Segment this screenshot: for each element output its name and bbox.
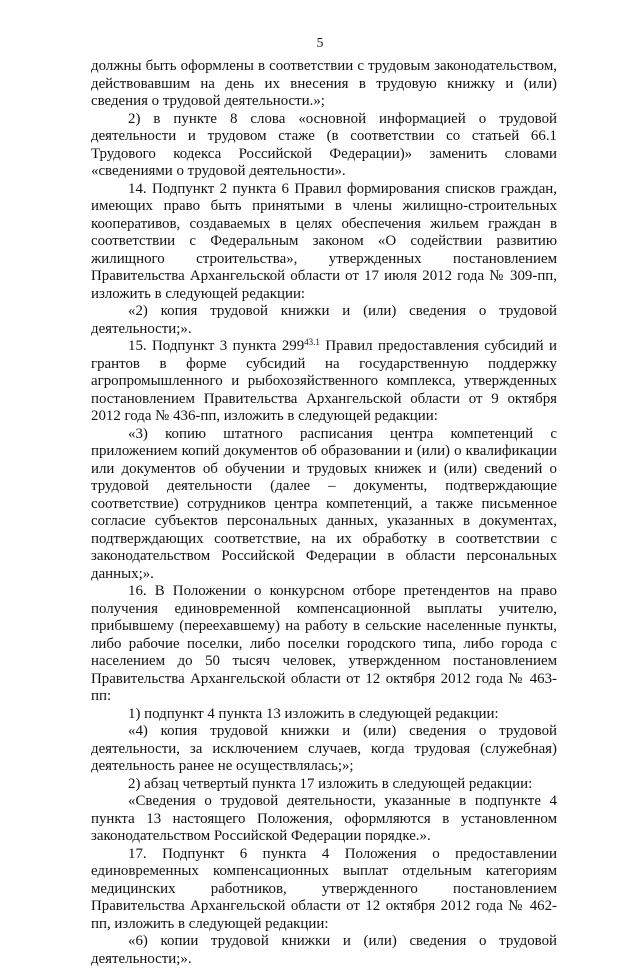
paragraph-continuation: должны быть оформлены в соответствии с трудовым законодательством, действовавшим на день их внесения в трудовую книжку и (или) сведения о трудовой деятельности.»; [91, 58, 557, 109]
section-15-lead: 15. Подпункт 3 пункта 299 [128, 338, 305, 354]
paragraph-item-2-paragraph-17: 2) абзац четвертый пункта 17 изложить в следующей редакции: [128, 775, 533, 792]
paragraph-quote-info: «Сведения о трудовой деятельности, указанные в подпункте 4 пункта 13 настоящего Положения, оформляются в установленном законодательством Российской Федерации порядке.». [91, 793, 557, 844]
document-body [91, 58, 557, 968]
paragraph-item-2: 2) в пункте 8 слова «основной информацией о трудовой деятельности и трудовом стаже (в соответствии со статьей 66.1 Трудового кодекса Российской Федерации)» заменить словами «сведениями о трудовой деятельности». [91, 110, 557, 179]
paragraph-item-1: 1) подпункт 4 пункта 13 изложить в следующей редакции: [128, 705, 499, 722]
paragraph-section-14: 14. Подпункт 2 пункта 6 Правил формирования списков граждан, имеющих право быть принятыми в члены жилищно-строительных кооперативов, создаваемых в целях обеспечения жильем граждан в соответствии с Федеральным законом «О содействии развитию жилищного строительства», утвержденных постановлением Правительства Архангельской области от 17 июля 2012 года № 309-пп, изложить в следующей редакции: [91, 180, 557, 302]
paragraph-section-16: 16. В Положении о конкурсном отборе претендентов на право получения единовременной компенсационной выплаты учителю, прибывшему (переехавшему) на работу в сельские населенные пункты, либо рабочие поселки, либо поселки городского типа, либо города с населением до 50 тысяч человек, утвержденном постановлением Правительства Архангельской области от 12 октября 2012 года № 463-пп: [91, 583, 557, 704]
paragraph-quote-subitem-3: «3) копию штатного расписания центра компетенций с приложением копий документов об образовании и (или) о квалификации или документов об обучении и трудовых книжек и (или) сведений о трудовой деятельности (далее – документы, подтверждающие соответствие) сотрудников центра компетенций, а также письменное согласие субъектов персональных данных, указанных в документах, подтверждающих соответствие, на их обработку в соответствии с законодательством Российской Федерации в области персональных данных;». [91, 425, 557, 582]
page-number: 5 [316, 35, 324, 50]
section-15-superscript: 43.1 [304, 337, 320, 347]
section-15-rest: Правил предоставления субсидий и грантов в форме субсидий на государственную поддержку агропромышленного и рыбохозяйственного комплекса, утвержденных постановлением Правительства Архангельской области от 9 октября 2012 года № 436-пп, изложить в следующей редакции: [91, 338, 557, 424]
paragraph-section-15 [91, 338, 557, 426]
paragraph-quote-subitem-6: «6) копии трудовой книжки и (или) сведения о трудовой деятельности;». [91, 933, 557, 967]
paragraph-section-17: 17. Подпункт 6 пункта 4 Положения о предоставлении единовременных компенсационных выплат отдельным категориям медицинских работников, утвержденного постановлением Правительства Архангельской области от 12 октября 2012 года № 462-пп, изложить в следующей редакции: [91, 845, 557, 932]
paragraph-quote-subitem-2: «2) копия трудовой книжки и (или) сведения о трудовой деятельности;». [91, 303, 557, 337]
paragraph-quote-subitem-4: «4) копия трудовой книжки и (или) сведения о трудовой деятельности, за исключением случаев, когда трудовая (служебная) деятельность ранее не осуществлялась;»; [91, 723, 557, 774]
